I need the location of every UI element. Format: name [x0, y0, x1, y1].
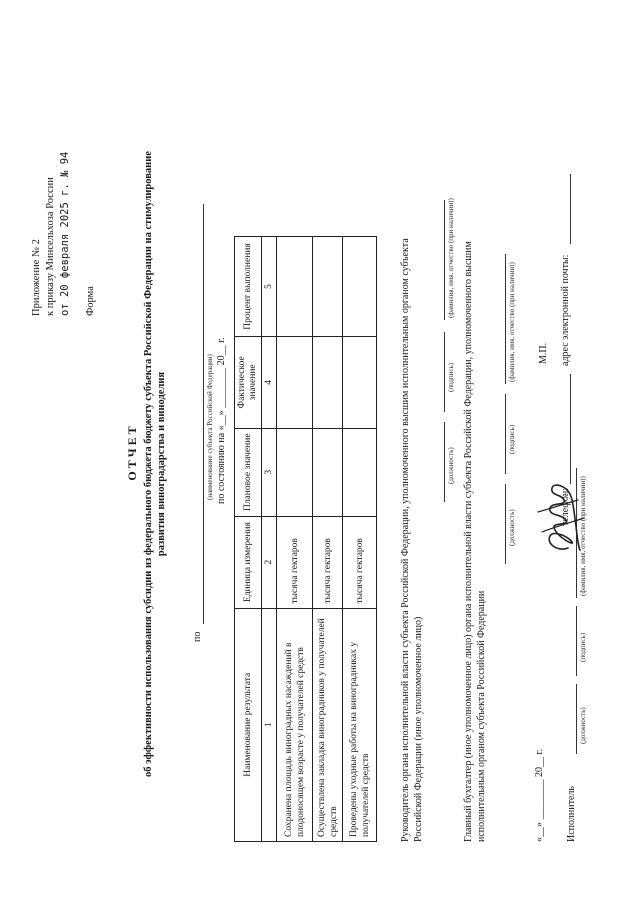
- state-as-of: по состоянию на «__» ________ 20__ г.: [216, 337, 227, 504]
- percent-value: [277, 237, 313, 337]
- appendix-number: Приложение № 2: [31, 239, 42, 316]
- planned-value: [343, 428, 377, 516]
- executor-email-line: [570, 174, 571, 244]
- executor-position-line: [576, 684, 577, 754]
- handwritten-signature: [528, 476, 588, 556]
- date-line: «__» ________ 20__ г.: [534, 749, 545, 842]
- header-actual: Фактическое значение: [235, 336, 262, 428]
- executor-phone-line: [570, 374, 571, 484]
- table-header-row: [235, 237, 262, 842]
- header-planned: Плановое значение: [235, 428, 262, 516]
- planned-value: [277, 428, 313, 516]
- accountant-signatory-text: Главный бухгалтер (иное уполномоченное лицо) органа исполнительной власти субъекта Российской Федерации, уполномоченного высшим исполнительным органом субъекта Российской Федерации: [463, 241, 487, 842]
- result-name: Проведены уходные работы на виноградниках у получателей средств: [343, 608, 377, 841]
- head-signature-caption: (подпись): [447, 362, 455, 392]
- order-date: от 20 февраля 2025 г. № 94: [59, 151, 71, 316]
- result-unit: тысяча гектаров: [277, 516, 313, 608]
- column-number: 4: [262, 336, 277, 428]
- report-title: ОТЧЕТ: [125, 423, 139, 481]
- accountant-signature-line: [505, 394, 506, 474]
- header-result-name: Наименование результата: [235, 608, 262, 841]
- accountant-position-caption: (должность): [508, 509, 516, 546]
- header-unit: Единица измерения: [235, 516, 262, 608]
- table-row: [313, 237, 343, 842]
- actual-value: [277, 336, 313, 428]
- result-name: Осуществлена закладка виноградников у получателей средств: [313, 608, 343, 841]
- executor-position-caption: (должность): [579, 707, 587, 744]
- column-number: 1: [262, 608, 277, 841]
- head-name-line: [444, 200, 445, 320]
- accountant-name-line: [505, 254, 506, 384]
- head-position-caption: (должность): [447, 447, 455, 484]
- stamp-label: М.П.: [538, 342, 549, 364]
- column-number: 2: [262, 516, 277, 608]
- actual-value: [313, 336, 343, 428]
- head-signature-line: [444, 332, 445, 412]
- percent-value: [343, 237, 377, 337]
- executor-signature-line: [576, 606, 577, 676]
- executor-phone-label: телефон:: [560, 488, 571, 526]
- result-unit: тысяча гектаров: [343, 516, 377, 608]
- executor-label: Исполнитель: [566, 786, 577, 842]
- percent-value: [313, 237, 343, 337]
- executor-name-caption: (фамилия, имя, отчество (при наличии)): [579, 476, 587, 596]
- subject-caption: (наименование субъекта Российской Федерации): [206, 354, 214, 500]
- head-name-caption: (фамилия, имя, отчество (при наличии)): [447, 198, 455, 318]
- appendix-block: [30, 16, 98, 316]
- head-signatory-text: Руководитель органа исполнительной власти субъекта Российской Федерации, уполномоченного высшим исполнительным органом субъекта Российской Федерации (иное уполномоченное лицо): [400, 238, 424, 842]
- results-table: [234, 236, 377, 842]
- accountant-position-line: [505, 484, 506, 564]
- report-subtitle: об эффективности использования субсидии из федерального бюджета бюджету субъекта Российской Федерации на стимулирование развития виноградарства и виноделия: [143, 151, 167, 777]
- column-number: 5: [262, 237, 277, 337]
- executor-signature-caption: (подпись): [579, 632, 587, 662]
- result-unit: тысяча гектаров: [313, 516, 343, 608]
- accountant-signature-caption: (подпись): [508, 424, 516, 454]
- accountant-name-caption: (фамилия, имя, отчество (при наличии)): [508, 262, 516, 382]
- executor-email-label: адрес электронной почты:: [560, 254, 571, 366]
- column-number: 3: [262, 428, 277, 516]
- result-name: Сохранена площадь виноградных насаждений в плодоносящем возрасте у получателей средств: [277, 608, 313, 841]
- header-percent: Процент выполнения: [235, 237, 262, 337]
- table-row: [343, 237, 377, 842]
- table-number-row: [262, 237, 277, 842]
- po-label: по: [192, 631, 203, 642]
- table-row: [277, 237, 313, 842]
- planned-value: [313, 428, 343, 516]
- form-label: Форма: [85, 286, 96, 316]
- head-position-line: [444, 422, 445, 502]
- actual-value: [343, 336, 377, 428]
- appendix-order: к приказу Минсельхоза России: [45, 177, 56, 316]
- subject-line: [203, 204, 204, 624]
